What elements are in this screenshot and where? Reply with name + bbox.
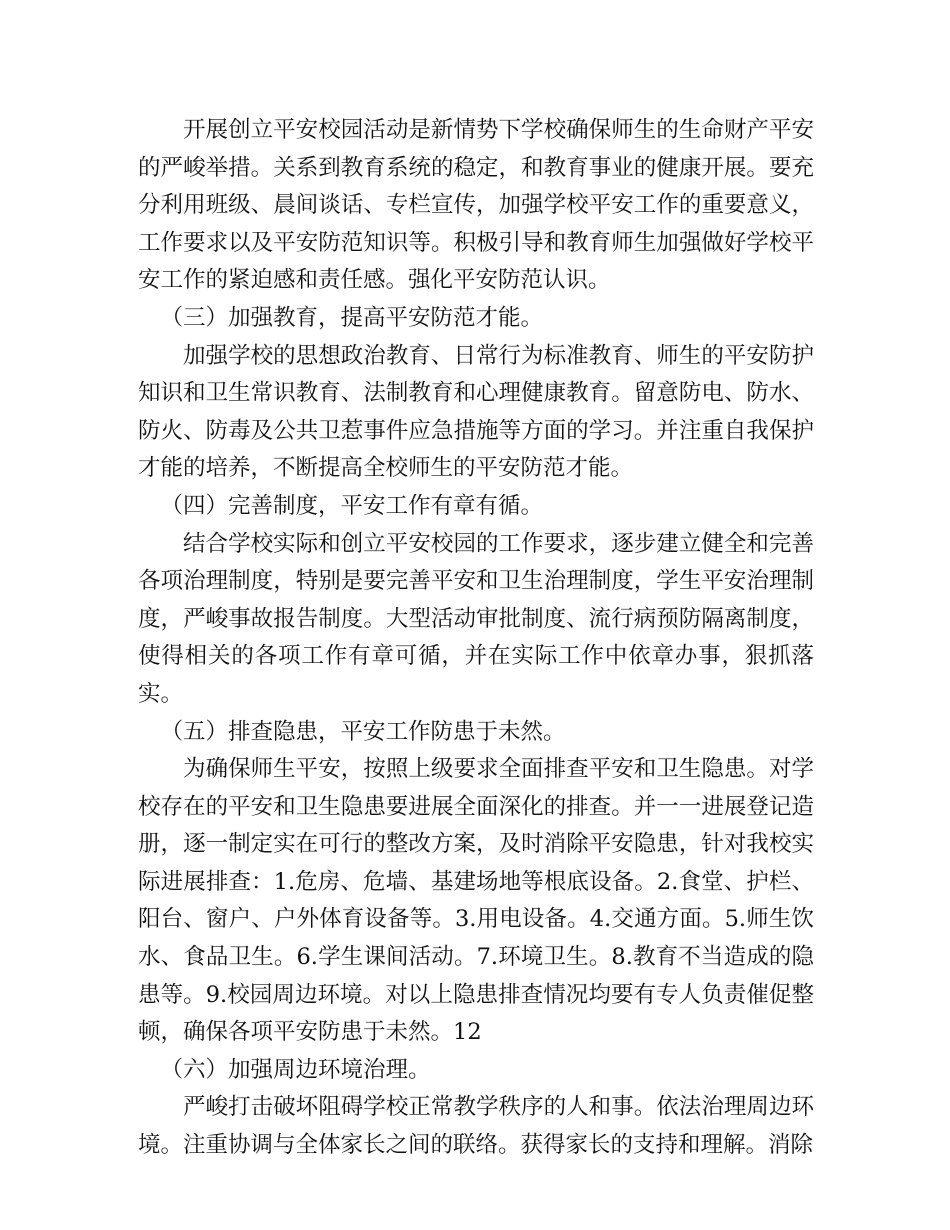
document-body — [138, 112, 814, 1165]
paragraph-systems: 结合学校实际和创立平安校园的工作要求，逐步建立健全和完善各项治理制度，特别是要完善平安和卫生治理制度，学生平安治理制度，严峻事故报告制度。大型活动审批制度、流行病预防隔离制度，使得相关的各项工作有章可循，并在实际工作中依章办事，狠抓落实。 — [138, 530, 814, 707]
section-heading-4: （四）完善制度，平安工作有章有循。 — [160, 492, 544, 519]
paragraph-environment: 严峻打击破坏阻碍学校正常教学秩序的人和事。依法治理周边环境。注重协调与全体家长之间的联络。获得家长的支持和理解。消除 — [138, 1094, 814, 1159]
paragraph-intro: 开展创立平安校园活动是新情势下学校确保师生的生命财产平安的严峻举措。关系到教育系统的稳定，和教育事业的健康开展。要充分利用班级、晨间谈话、专栏宣传，加强学校平安工作的重要意义，工作要求以及平安防范知识等。积极引导和教育师生加强做好学校平安工作的紧迫感和责任感。强化平安防范认识。 — [138, 117, 814, 294]
section-heading-3: （三）加强教育，提高平安防范才能。 — [160, 304, 544, 331]
paragraph-education: 加强学校的思想政治教育、日常行为标准教育、师生的平安防护知识和卫生常识教育、法制教育和心理健康教育。留意防电、防水、防火、防毒及公共卫惹事件应急措施等方面的学习。并注重自我保护才能的培养，不断提高全校师生的平安防范才能。 — [138, 342, 814, 482]
paragraph-hazards: 为确保师生平安，按照上级要求全面排查平安和卫生隐患。对学校存在的平安和卫生隐患要进展全面深化的排查。并一一进展登记造册，逐一制定实在可行的整改方案，及时消除平安隐患，针对我校实际进展排查：1.危房、危墙、基建场地等根底设备。2.食堂、护栏、阳台、窗户、户外体育设备等。3.用电设备。4.交通方面。5.师生饮水、食品卫生。6.学生课间活动。7.环境卫生。8.教育不当造成的隐患等。9.校园周边环境。对以上隐患排查情况均要有专人负责催促整顿，确保各项平安防患于未然。12 — [138, 756, 814, 1046]
section-heading-5: （五）排查隐患，平安工作防患于未然。 — [160, 718, 566, 745]
section-heading-6: （六）加强周边环境治理。 — [160, 1056, 431, 1083]
